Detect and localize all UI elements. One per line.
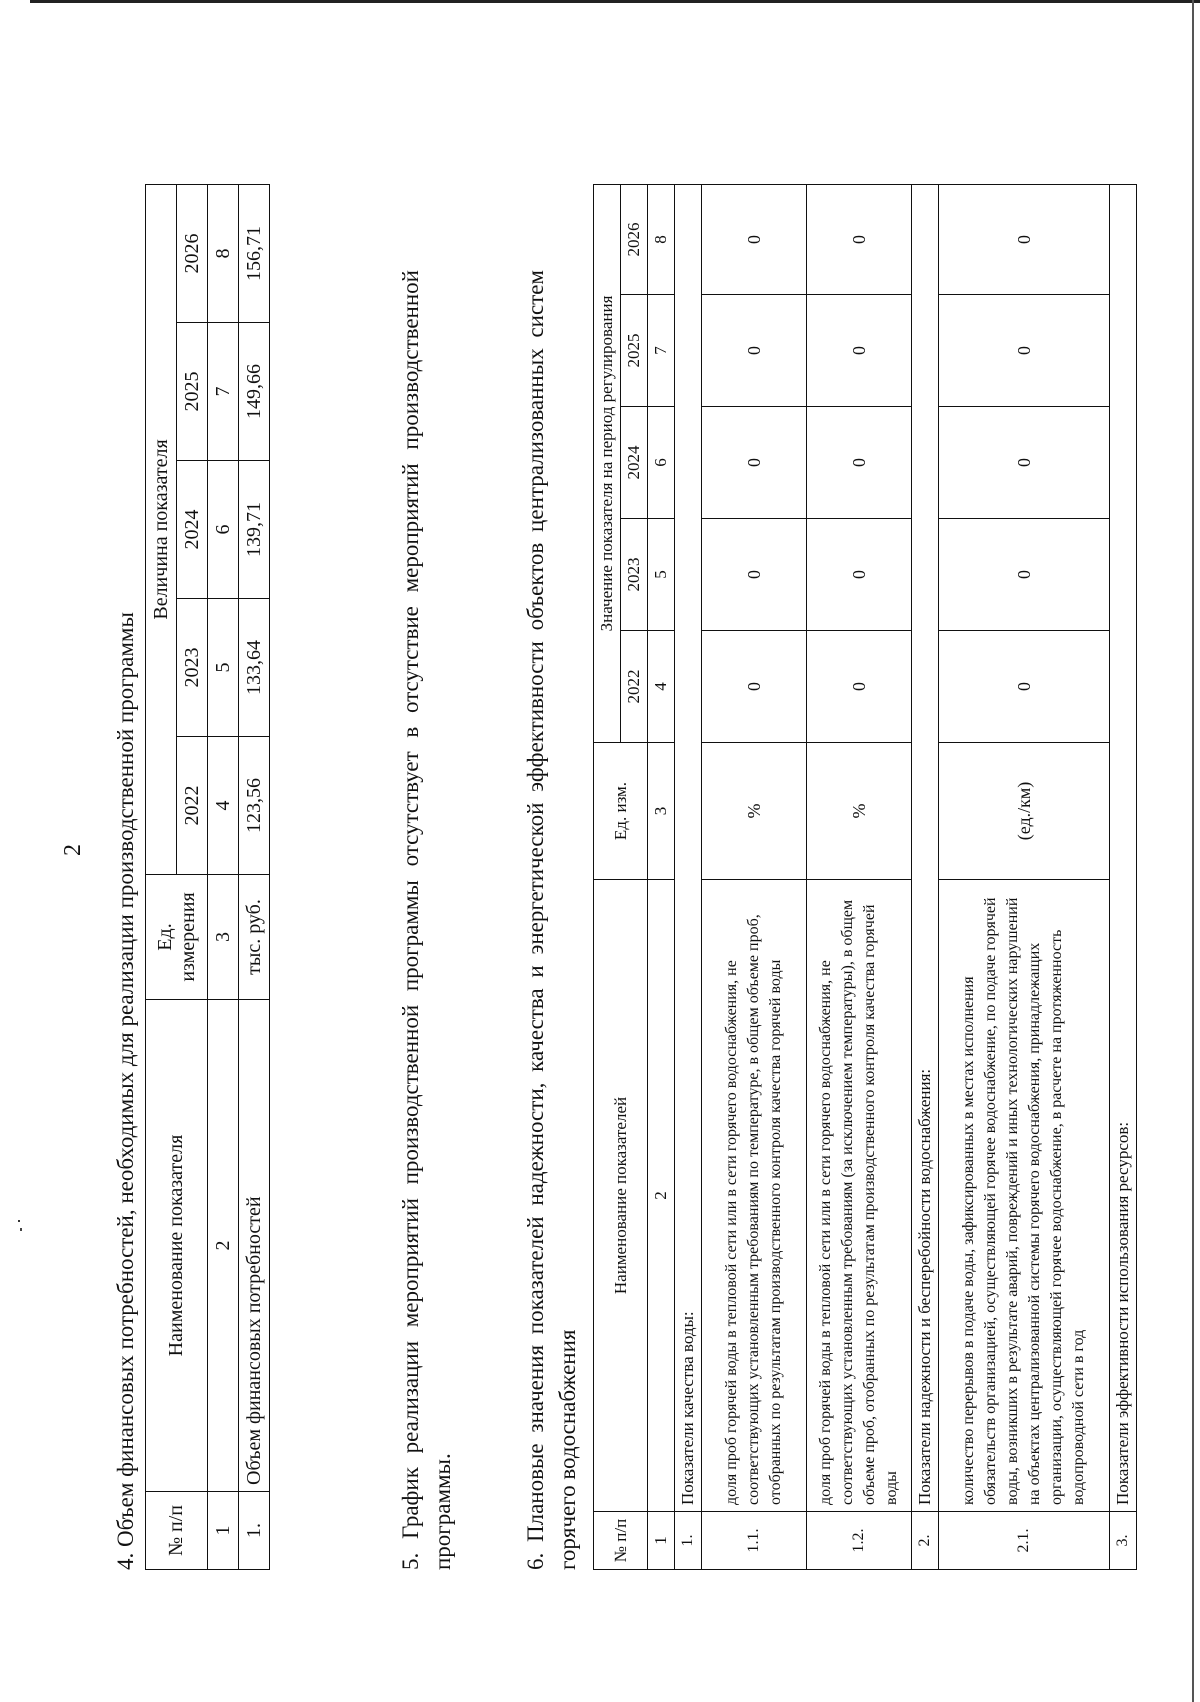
- table-section-row: [675, 185, 702, 1570]
- year-header: 2022: [621, 631, 648, 743]
- row-number: 1.: [239, 1492, 270, 1570]
- scan-edge-right: [1192, 0, 1194, 1702]
- year-header: 2025: [177, 323, 208, 461]
- row-number: 2.1.: [939, 1512, 1110, 1570]
- table-section-row: [1110, 185, 1137, 1570]
- column-number: 7: [648, 295, 675, 407]
- row-value: 0: [702, 295, 807, 407]
- section-label: Показатели надежности и бесперебойности водоснабжения:: [912, 185, 939, 1512]
- year-header: 2026: [621, 185, 648, 295]
- column-number: 4: [648, 631, 675, 743]
- column-number: 6: [648, 407, 675, 519]
- scan-speck: [18, 1220, 20, 1222]
- table-row: [239, 184, 270, 1569]
- table-row: [939, 185, 1110, 1570]
- row-value: 0: [939, 407, 1110, 519]
- table-section-row: [912, 185, 939, 1570]
- year-header: 2025: [621, 295, 648, 407]
- row-name: количество перерывов в подаче воды, зафиксированных в местах исполнения обязательств организацией, осуществляющей горячее водоснабжение, по подаче горячей воды, возникших в результате аварий, повреждений и иных технологических нарушений на объектах централизованной системы горячего водоснабжения, принадлежащих организации, осуществляющей горячее водоснабжение, в расчете на протяженность водопроводной сети в год: [939, 880, 1110, 1512]
- row-value: 0: [807, 631, 912, 743]
- row-number: 1.: [675, 1512, 702, 1570]
- row-name: доля проб горячей воды в тепловой сети или в сети горячего водоснабжения, не соответствующих установленным требованиям (за исключением температуры), в общем объеме проб, отобранных по результатам производственного контроля качества горячей воды: [807, 880, 912, 1512]
- row-number: 3.: [1110, 1512, 1137, 1570]
- row-value: 156,71: [239, 184, 270, 322]
- financial-needs-table: [145, 184, 270, 1570]
- column-header-name: Наименование показателя: [146, 1000, 208, 1492]
- column-numbering-row: [208, 184, 239, 1569]
- column-number: 5: [648, 519, 675, 631]
- column-header-unit: Ед. измерения: [146, 875, 208, 1000]
- section-label: Показатели качества воды:: [675, 185, 702, 1512]
- column-number: 1: [208, 1492, 239, 1570]
- row-number: 2.: [912, 1512, 939, 1570]
- row-value: 0: [807, 185, 912, 295]
- row-value: 0: [807, 519, 912, 631]
- row-value: 0: [702, 631, 807, 743]
- quality-indicators-table: [593, 184, 1137, 1570]
- year-header: 2024: [177, 461, 208, 599]
- row-value: 0: [702, 519, 807, 631]
- row-name: доля проб горячей воды в тепловой сети или в сети горячего водоснабжения, не соответствующих установленным требованиям по температуре, в общем объеме проб, отобранных по результатам производственного контроля качества горячей воды: [702, 880, 807, 1512]
- row-unit: (ед./км): [939, 743, 1110, 880]
- row-name: Объем финансовых потребностей: [239, 1000, 270, 1492]
- row-value: 0: [939, 519, 1110, 631]
- row-value: 0: [807, 295, 912, 407]
- section-4-title: 4. Объем финансовых потребностей, необходимых для реализации производственной программы: [113, 612, 138, 1570]
- section-6-title: 6. Плановые значения показателей надежности, качества и энергетической эффективности объектов централизованных систем горячего водоснабжения: [523, 270, 580, 1570]
- section-label: Показатели эффективности использования ресурсов:: [1110, 185, 1137, 1512]
- document-page: [40, 50, 1160, 1650]
- column-header-name: Наименование показателей: [594, 880, 648, 1512]
- row-value: 0: [939, 631, 1110, 743]
- column-number: 3: [648, 743, 675, 880]
- column-number: 8: [648, 185, 675, 295]
- year-header: 2023: [177, 599, 208, 737]
- column-header-no: № п/п: [594, 1512, 648, 1570]
- column-number: 2: [208, 1000, 239, 1492]
- row-value: 0: [939, 185, 1110, 295]
- page-number: 2: [60, 844, 86, 856]
- column-number: 5: [208, 599, 239, 737]
- table-row: [807, 185, 912, 1570]
- row-unit: тыс. руб.: [239, 875, 270, 1000]
- row-unit: %: [807, 743, 912, 880]
- table-row: [702, 185, 807, 1570]
- column-number: 7: [208, 323, 239, 461]
- row-number: 1.2.: [807, 1512, 912, 1570]
- row-value: 0: [702, 407, 807, 519]
- column-header-unit: Ед. изм.: [594, 743, 648, 880]
- row-value: 133,64: [239, 599, 270, 737]
- column-number: 3: [208, 875, 239, 1000]
- column-number: 2: [648, 880, 675, 1512]
- year-header: 2022: [177, 737, 208, 875]
- column-number: 8: [208, 184, 239, 322]
- row-number: 1.1.: [702, 1512, 807, 1570]
- row-unit: %: [702, 743, 807, 880]
- section-5-text: 5. График реализации мероприятий производственной программы отсутствует в отсутствие мероприятий производственной программы.: [398, 270, 455, 1570]
- column-numbering-row: [648, 185, 675, 1570]
- scan-speck: [20, 1228, 22, 1231]
- row-value: 0: [807, 407, 912, 519]
- column-number: 1: [648, 1512, 675, 1570]
- column-header-no: № п/п: [146, 1492, 208, 1570]
- column-header-value: Величина показателя: [146, 184, 177, 874]
- row-value: 149,66: [239, 323, 270, 461]
- column-number: 6: [208, 461, 239, 599]
- year-header: 2026: [177, 184, 208, 322]
- column-number: 4: [208, 737, 239, 875]
- row-value: 139,71: [239, 461, 270, 599]
- table-header-row: [146, 184, 177, 1569]
- row-value: 123,56: [239, 737, 270, 875]
- scan-edge-top: [30, 0, 1200, 3]
- column-header-value: Значение показателя на период регулирования: [594, 185, 621, 743]
- row-value: 0: [702, 185, 807, 295]
- year-header: 2024: [621, 407, 648, 519]
- row-value: 0: [939, 295, 1110, 407]
- year-header: 2023: [621, 519, 648, 631]
